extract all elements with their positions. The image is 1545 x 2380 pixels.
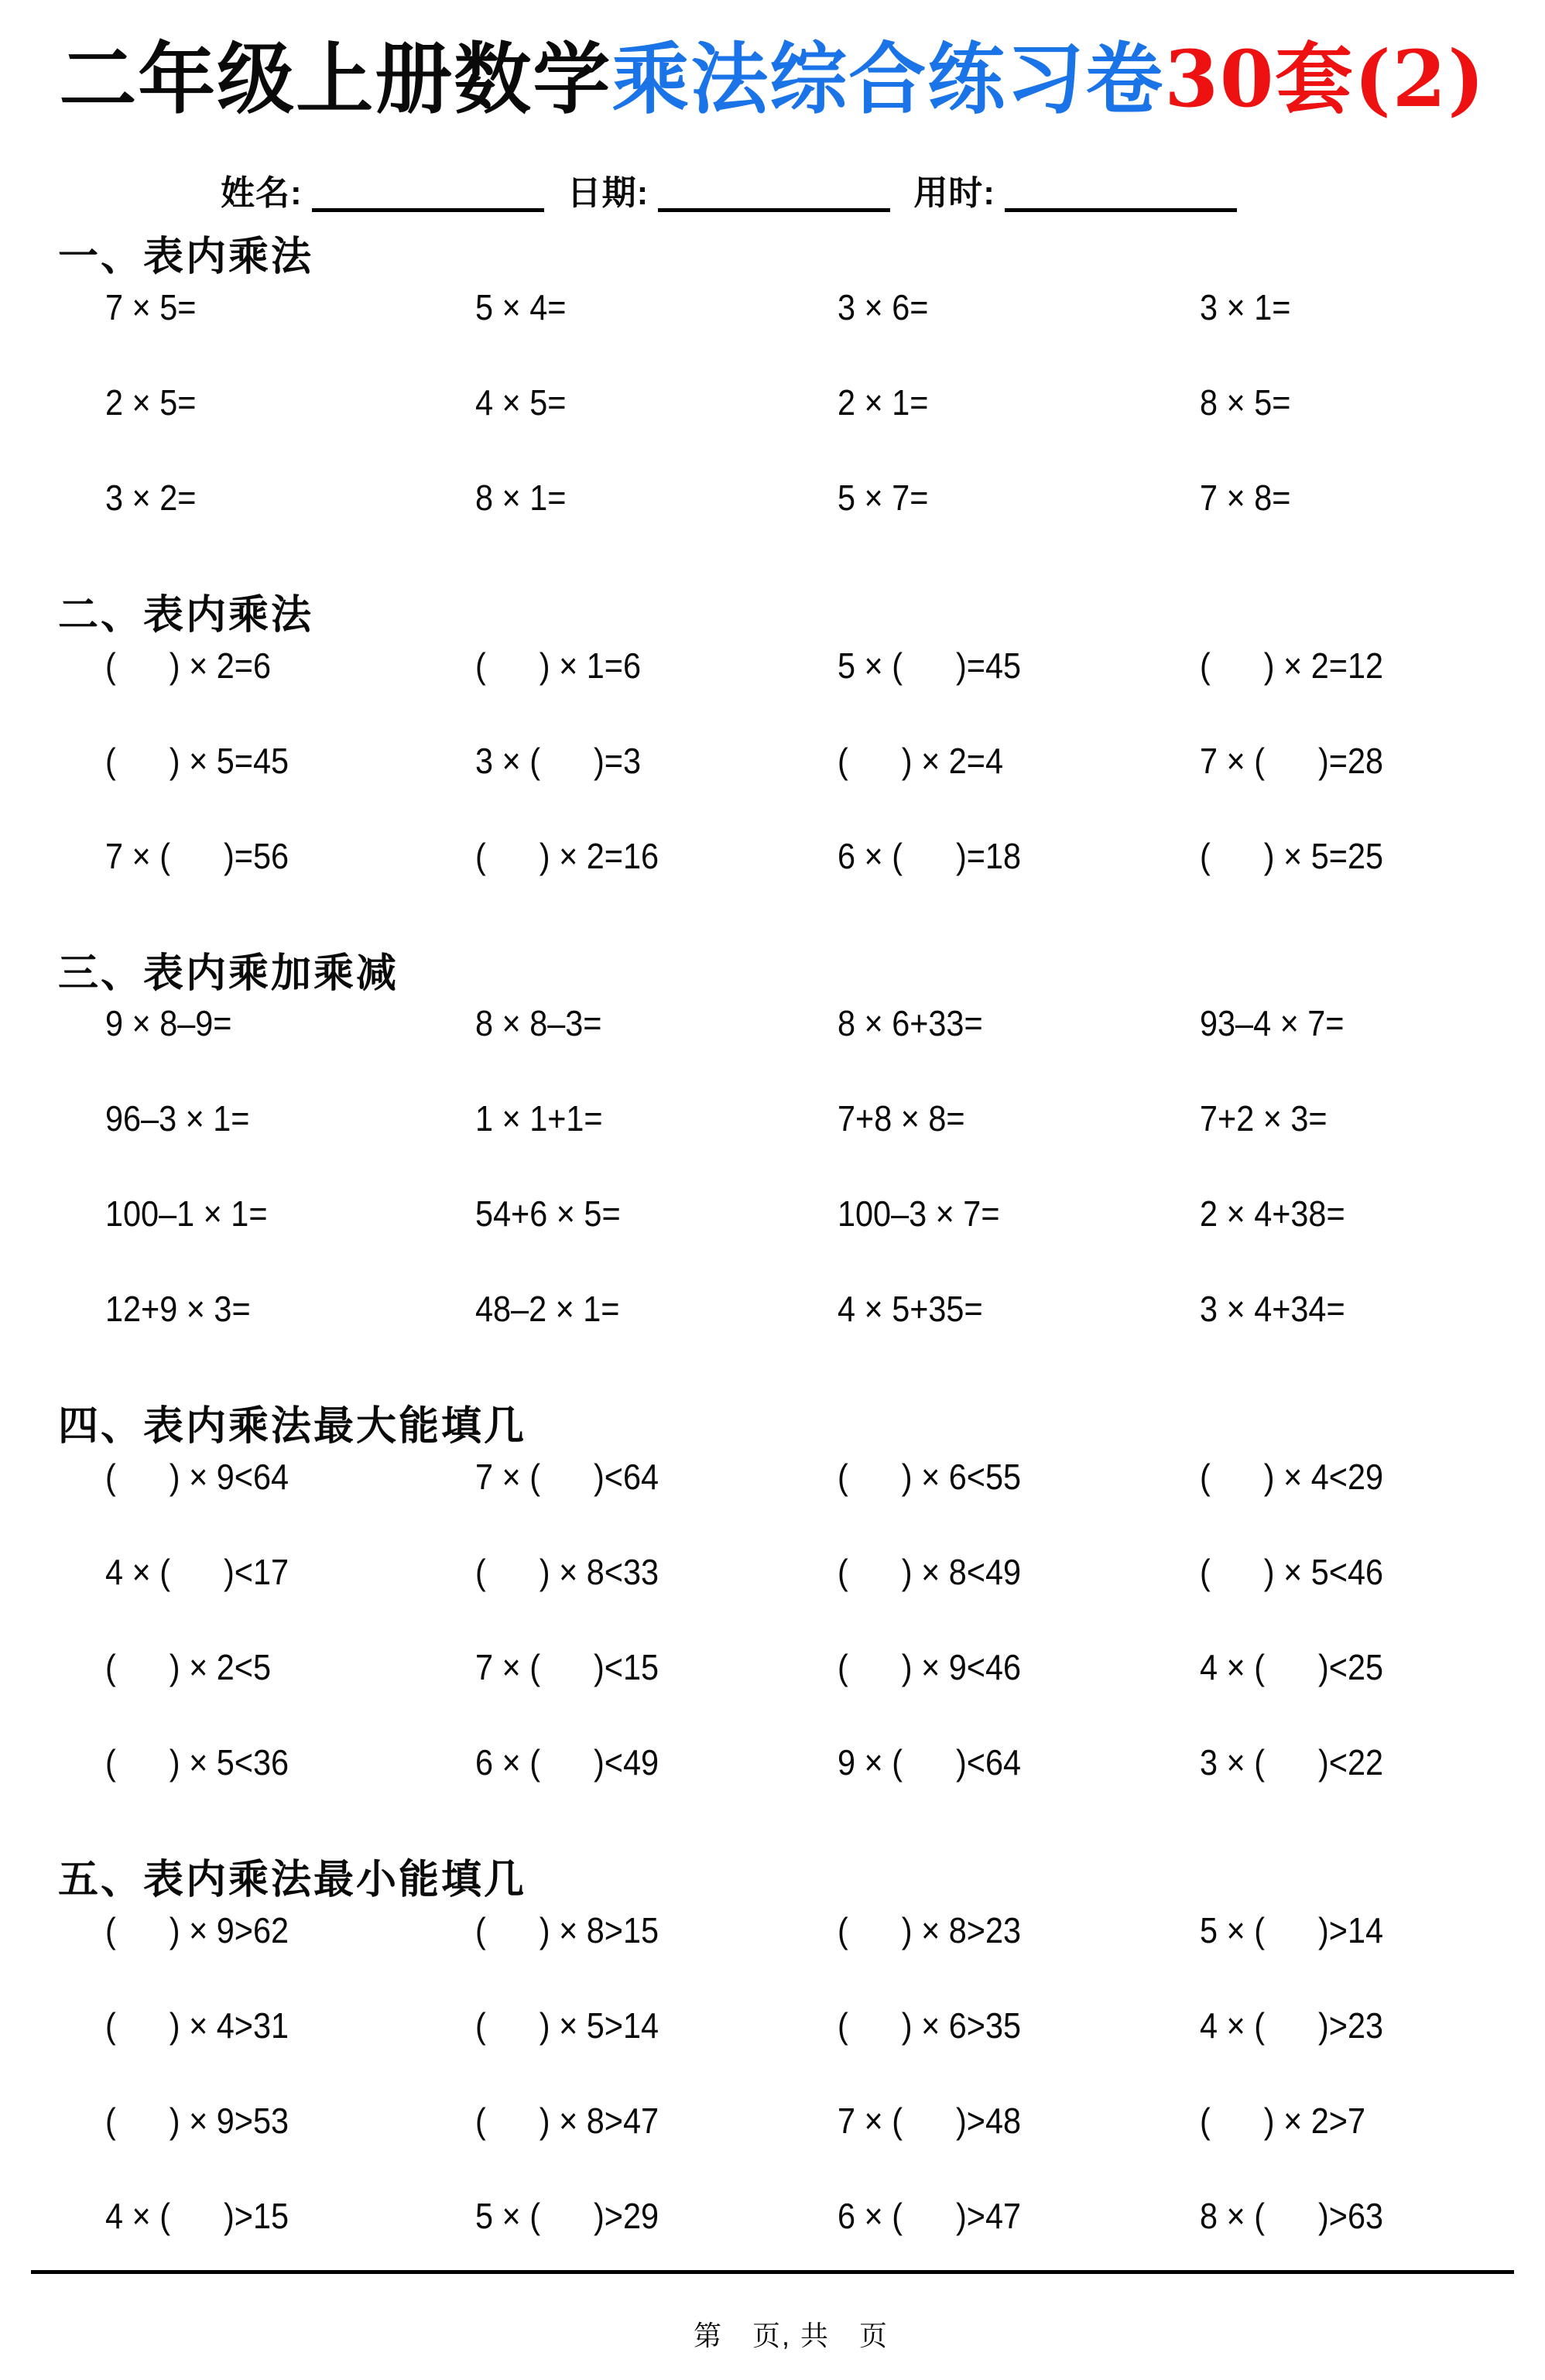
problem-cell: 7 × ( )=56 bbox=[105, 835, 289, 876]
problem-cell: ( ) × 9<46 bbox=[838, 1647, 1022, 1688]
problem-cell: ( ) × 9<64 bbox=[105, 1457, 289, 1498]
section-1-problems bbox=[105, 287, 1514, 573]
problem-cell: 3 × 6= bbox=[838, 286, 929, 327]
problem-cell: 8 × 1= bbox=[475, 477, 567, 518]
problem-cell: 2 × 1= bbox=[838, 382, 929, 423]
date-blank-field bbox=[658, 200, 890, 212]
problem-cell: ( ) × 2>7 bbox=[1200, 2100, 1366, 2141]
section-3-problems bbox=[105, 1003, 1514, 1384]
problem-cell: 4 × ( )>23 bbox=[1200, 2005, 1384, 2046]
section-3-heading: 三、表内乘加乘减 bbox=[58, 950, 399, 996]
section-5-heading: 五、表内乘法最小能填几 bbox=[58, 1858, 527, 1903]
problem-cell: 7 × ( )>48 bbox=[838, 2100, 1022, 2141]
title-segment-red: 30套(2) bbox=[1164, 33, 1486, 125]
section-5-problems bbox=[105, 1910, 1514, 2291]
problem-cell: 4 × 5+35= bbox=[838, 1289, 983, 1330]
problem-cell: ( ) × 2=4 bbox=[838, 740, 1004, 781]
time-label: 用时: bbox=[913, 174, 995, 212]
title-segment-blue: 乘法综合练习卷 bbox=[611, 33, 1165, 125]
problem-cell: 100–3 × 7= bbox=[838, 1193, 1000, 1235]
time-blank-field bbox=[1005, 200, 1237, 212]
problem-cell: ( ) × 4<29 bbox=[1200, 1457, 1384, 1498]
problem-cell: 93–4 × 7= bbox=[1200, 1003, 1345, 1044]
problem-cell: ( ) × 1=6 bbox=[475, 645, 642, 686]
problem-cell: ( ) × 2=12 bbox=[1200, 645, 1384, 686]
problem-cell: ( ) × 6<55 bbox=[838, 1457, 1022, 1498]
section-4-heading: 四、表内乘法最大能填几 bbox=[58, 1404, 527, 1450]
problem-cell: ( ) × 8>15 bbox=[475, 1909, 659, 1950]
problem-cell: ( ) × 5>14 bbox=[475, 2005, 659, 2046]
problem-cell: 4 × ( )<17 bbox=[105, 1552, 289, 1593]
problem-cell: ( ) × 9>53 bbox=[105, 2100, 289, 2141]
problem-cell: ( ) × 2=16 bbox=[475, 835, 659, 876]
section-2-problems bbox=[105, 646, 1514, 931]
problem-cell: 96–3 × 1= bbox=[105, 1098, 250, 1139]
section-2-heading: 二、表内乘法 bbox=[58, 592, 314, 638]
date-label: 日期: bbox=[567, 174, 649, 212]
problem-cell: 8 × ( )>63 bbox=[1200, 2195, 1384, 2236]
problem-cell: 7 × ( )<64 bbox=[475, 1457, 659, 1498]
problem-cell: 4 × ( )>15 bbox=[105, 2195, 289, 2236]
problem-cell: ( ) × 8<33 bbox=[475, 1552, 659, 1593]
title-segment-black: 二年级上册数学 bbox=[59, 33, 612, 125]
problem-cell: 4 × ( )<25 bbox=[1200, 1647, 1384, 1688]
problem-cell: ( ) × 8>47 bbox=[475, 2100, 659, 2141]
problem-cell: 7 × 5= bbox=[105, 286, 197, 327]
problem-cell: 7+8 × 8= bbox=[838, 1098, 965, 1139]
problem-cell: 3 × 2= bbox=[105, 477, 197, 518]
problem-cell: 4 × 5= bbox=[475, 382, 567, 423]
problem-cell: ( ) × 5<46 bbox=[1200, 1552, 1384, 1593]
problem-cell: 7 × ( )=28 bbox=[1200, 740, 1384, 781]
problem-cell: ( ) × 2<5 bbox=[105, 1647, 272, 1688]
problem-cell: 9 × ( )<64 bbox=[838, 1742, 1022, 1783]
problem-cell: 5 × 4= bbox=[475, 286, 567, 327]
problem-cell: 54+6 × 5= bbox=[475, 1193, 621, 1235]
page-title bbox=[0, 0, 1545, 125]
problem-cell: 1 × 1+1= bbox=[475, 1098, 603, 1139]
problem-cell: 2 × 4+38= bbox=[1200, 1193, 1345, 1235]
problem-cell: 7 × 8= bbox=[1200, 477, 1291, 518]
problem-cell: 9 × 8–9= bbox=[105, 1003, 232, 1044]
problem-cell: ( ) × 5<36 bbox=[105, 1742, 289, 1783]
problem-cell: 5 × 7= bbox=[838, 477, 929, 518]
problem-cell: 6 × ( )<49 bbox=[475, 1742, 659, 1783]
problem-cell: 3 × 4+34= bbox=[1200, 1289, 1345, 1330]
problem-cell: 3 × ( )=3 bbox=[475, 740, 642, 781]
problem-cell: ( ) × 9>62 bbox=[105, 1909, 289, 1950]
problem-cell: 6 × ( )=18 bbox=[838, 835, 1022, 876]
section-4-problems bbox=[105, 1457, 1514, 1837]
problem-cell: 100–1 × 1= bbox=[105, 1193, 268, 1235]
problem-cell: 12+9 × 3= bbox=[105, 1289, 251, 1330]
problem-cell: ( ) × 6>35 bbox=[838, 2005, 1022, 2046]
problem-cell: 8 × 8–3= bbox=[475, 1003, 602, 1044]
section-1-heading: 一、表内乘法 bbox=[58, 235, 314, 279]
problem-cell: ( ) × 8<49 bbox=[838, 1552, 1022, 1593]
problem-cell: ( ) × 4>31 bbox=[105, 2005, 289, 2046]
problem-cell: ( ) × 8>23 bbox=[838, 1909, 1022, 1950]
name-blank-field bbox=[312, 200, 544, 212]
problem-cell: 5 × ( )>14 bbox=[1200, 1909, 1384, 1950]
problem-cell: ( ) × 2=6 bbox=[105, 645, 272, 686]
problem-cell: 8 × 5= bbox=[1200, 382, 1291, 423]
page-footer bbox=[31, 2270, 1514, 2380]
problem-cell: 8 × 6+33= bbox=[838, 1003, 983, 1044]
problem-cell: 5 × ( )>29 bbox=[475, 2195, 659, 2236]
problem-cell: ( ) × 5=25 bbox=[1200, 835, 1384, 876]
problem-cell: ( ) × 5=45 bbox=[105, 740, 289, 781]
page-number-text: 第 页, 共 页 bbox=[694, 2320, 889, 2351]
problem-cell: 7+2 × 3= bbox=[1200, 1098, 1327, 1139]
student-info-line bbox=[221, 165, 1545, 214]
problem-cell: 48–2 × 1= bbox=[475, 1289, 620, 1330]
problem-cell: 5 × ( )=45 bbox=[838, 645, 1022, 686]
problem-cell: 7 × ( )<15 bbox=[475, 1647, 659, 1688]
problem-cell: 6 × ( )>47 bbox=[838, 2195, 1022, 2236]
name-label: 姓名: bbox=[221, 174, 303, 212]
problem-cell: 3 × 1= bbox=[1200, 286, 1291, 327]
problem-cell: 2 × 5= bbox=[105, 382, 197, 423]
problem-cell: 3 × ( )<22 bbox=[1200, 1742, 1384, 1783]
